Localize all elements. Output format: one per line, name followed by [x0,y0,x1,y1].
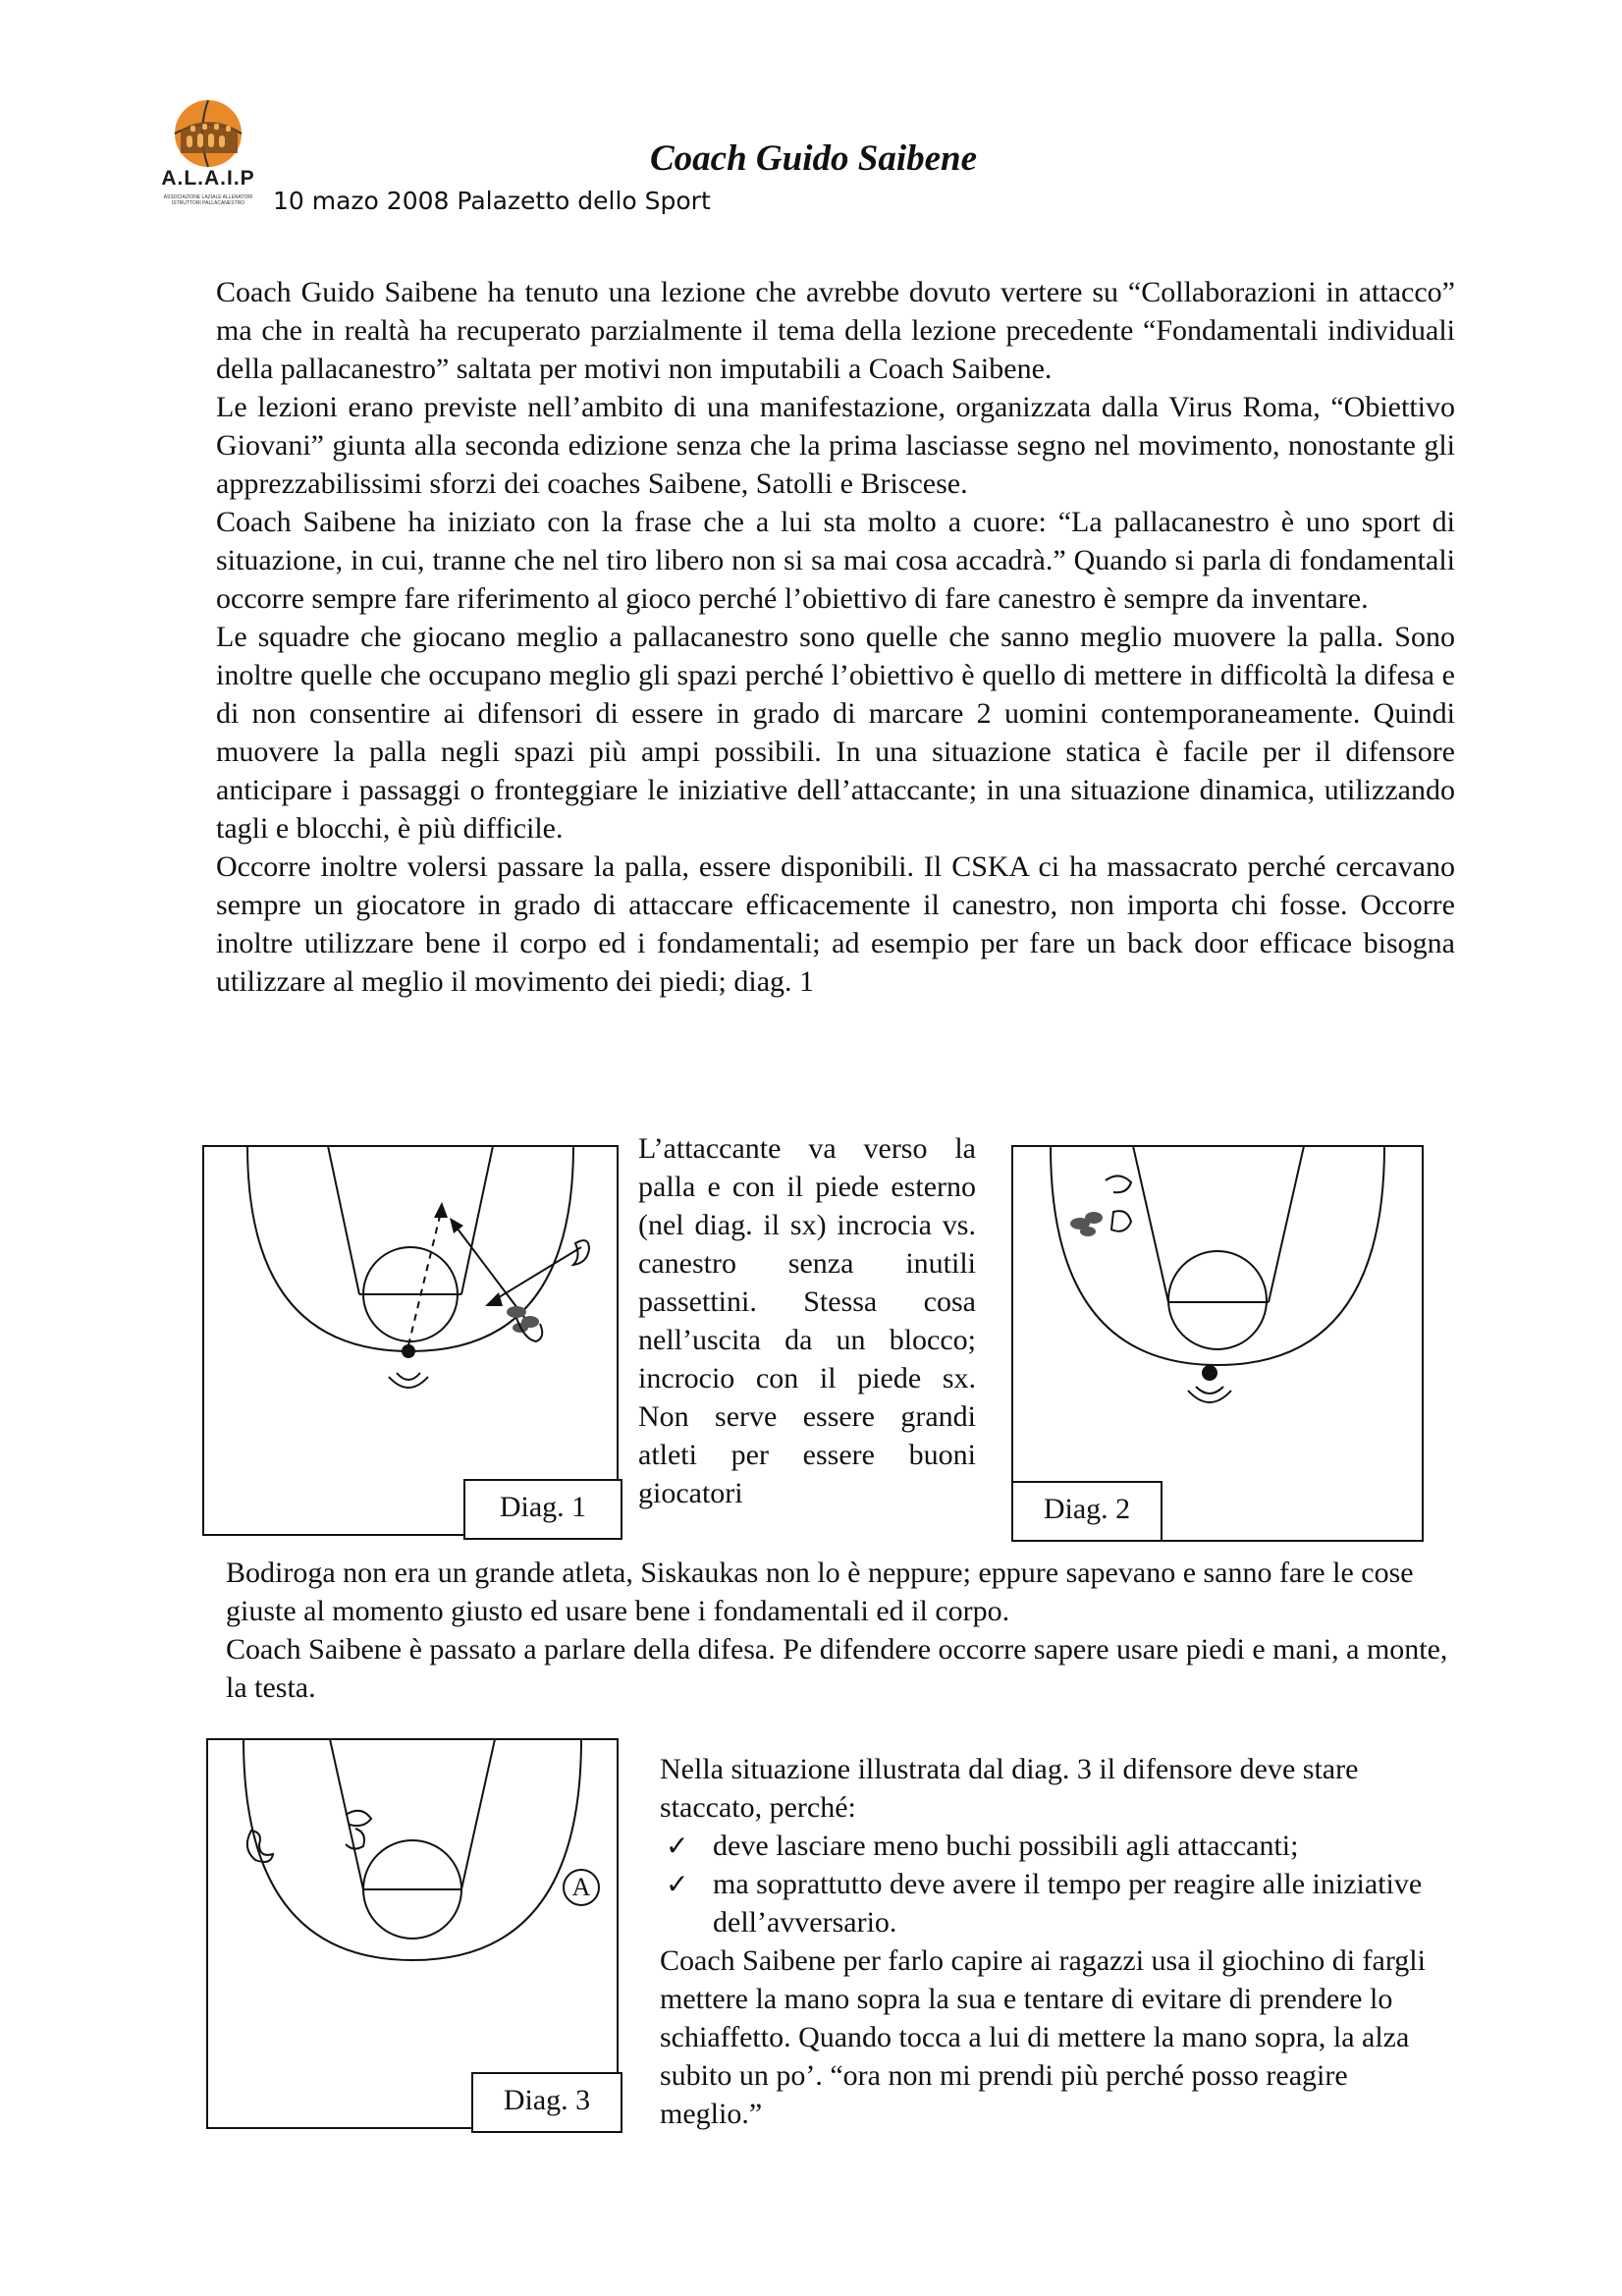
diagram-2-label: Diag. 2 [1011,1481,1162,1542]
paragraph: Occorre inoltre volersi passare la palla, essere disponibili. Il CSKA ci ha massacrato perché cercavano sempre un giocatore in grado di attaccare efficacemente il canestro, non importa chi fosse. Occorre inoltre utilizzare bene il corpo ed i fondamentali; ad esempio per fare un back door efficace bisogna utilizzare al meglio il movimento dei piedi; diag. 1 [216,850,1455,998]
page-title: Coach Guido Saibene [650,138,978,179]
logo-subtext: ASSOCIAZIONE LAZIALE ALLENATORI ISTRUTTORI PALLACANESTRO [163,194,253,206]
diagram-3-text [660,1750,1426,2133]
diagram-2 [1011,1145,1424,1542]
checklist-text: ma soprattutto deve avere il tempo per reagire alle iniziative dell’avversario. [713,1868,1423,1939]
diagram-1-caption: L’attaccante va verso la palla e con il piede esterno (nel diag. il sx) incrocia vs. canestro senza inutili passettini. Stessa cosa nell’uscita da un blocco; incrocio con il piede sx. Non serve essere grandi atleti per essere buoni giocatori [638,1132,976,1509]
paragraph: Nella situazione illustrata dal diag. 3 il difensore deve stare staccato, perché: [660,1753,1359,1824]
paragraph: Le lezioni erano previste nell’ambito di una manifestazione, organizzata dalla Virus Roma, “Obiettivo Giovani” giunta alla seconda edizione senza che la prima lasciasse segno nel movimento, nonostante gli apprezzabilissimi sforzi dei coaches Saibene, Satolli e Briscese. [216,391,1455,500]
check-icon: ✓ [666,1868,689,1900]
alaip-logo [157,96,259,212]
paragraph: Coach Guido Saibene ha tenuto una lezione che avrebbe dovuto vertere su “Collaborazioni in attacco” ma che in realtà ha recuperato parzialmente il tema della lezione precedente “Fondamentali individuali della pallacanestro” saltata per motivi non imputabili a Coach Saibene. [216,276,1455,385]
intro-text [216,273,1455,1001]
colosseum-ball-icon [157,96,259,175]
checklist-item [660,1827,1426,1865]
paragraph: Coach Saibene è passato a parlare della difesa. Pe difendere occorre sapere usare piedi e mani, a monte, la testa. [226,1633,1448,1704]
checklist-item [660,1865,1426,1941]
player-marker-a: A [571,1873,591,1901]
checklist [660,1827,1426,1941]
court-diagram-3 [206,1738,619,2129]
paragraph: Coach Saibene ha iniziato con la frase che a lui sta molto a cuore: “La pallacanestro è uno sport di situazione, in cui, tranne che nel tiro libero non si sa mai cosa accadrà.” Quando si parla di fondamentali occorre sempre fare riferimento al gioco perché l’obiettivo di fare canestro è sempre da inventare. [216,506,1455,615]
check-icon: ✓ [666,1830,689,1862]
diagram-3 [206,1738,619,2129]
checklist-text: deve lasciare meno buchi possibili agli attaccanti; [713,1830,1299,1862]
court-diagram-1 [202,1145,619,1536]
paragraph: Coach Saibene per farlo capire ai ragazzi usa il giochino di fargli mettere la mano sopra la sua e tentare di evitare di prendere lo schiaffetto. Quando tocca a lui di mettere la mano sopra, la alza subito un po’. “ora non mi prendi più perché posso reagire meglio.” [660,1944,1426,2130]
diagram-1-label: Diag. 1 [463,1479,622,1540]
diagram-3-label: Diag. 3 [471,2072,622,2133]
logo-wordmark: A.L.A.I.P [161,167,255,190]
after-diagrams-text [226,1554,1453,1707]
date-line: 10 mazo 2008 Palazetto dello Sport [273,187,711,215]
diagram-1 [202,1145,619,1536]
paragraph: Bodiroga non era un grande atleta, Siskaukas non lo è neppure; eppure sapevano e sanno fare le cose giuste al momento giusto ed usare bene i fondamentali ed il corpo. [226,1557,1414,1627]
paragraph: Le squadre che giocano meglio a pallacanestro sono quelle che sanno meglio muovere la palla. Sono inoltre quelle che occupano meglio gli spazi perché l’obiettivo è quello di mettere in difficoltà la difesa e di non consentire ai difensori di essere in grado di marcare 2 uomini contemporaneamente. Quindi muovere la palla negli spazi più ampi possibili. In una situazione statica è facile per il difensore anticipare i passaggi o fronteggiare le iniziative dell’attaccante; in una situazione dinamica, utilizzando tagli e blocchi, è più difficile. [216,621,1455,845]
